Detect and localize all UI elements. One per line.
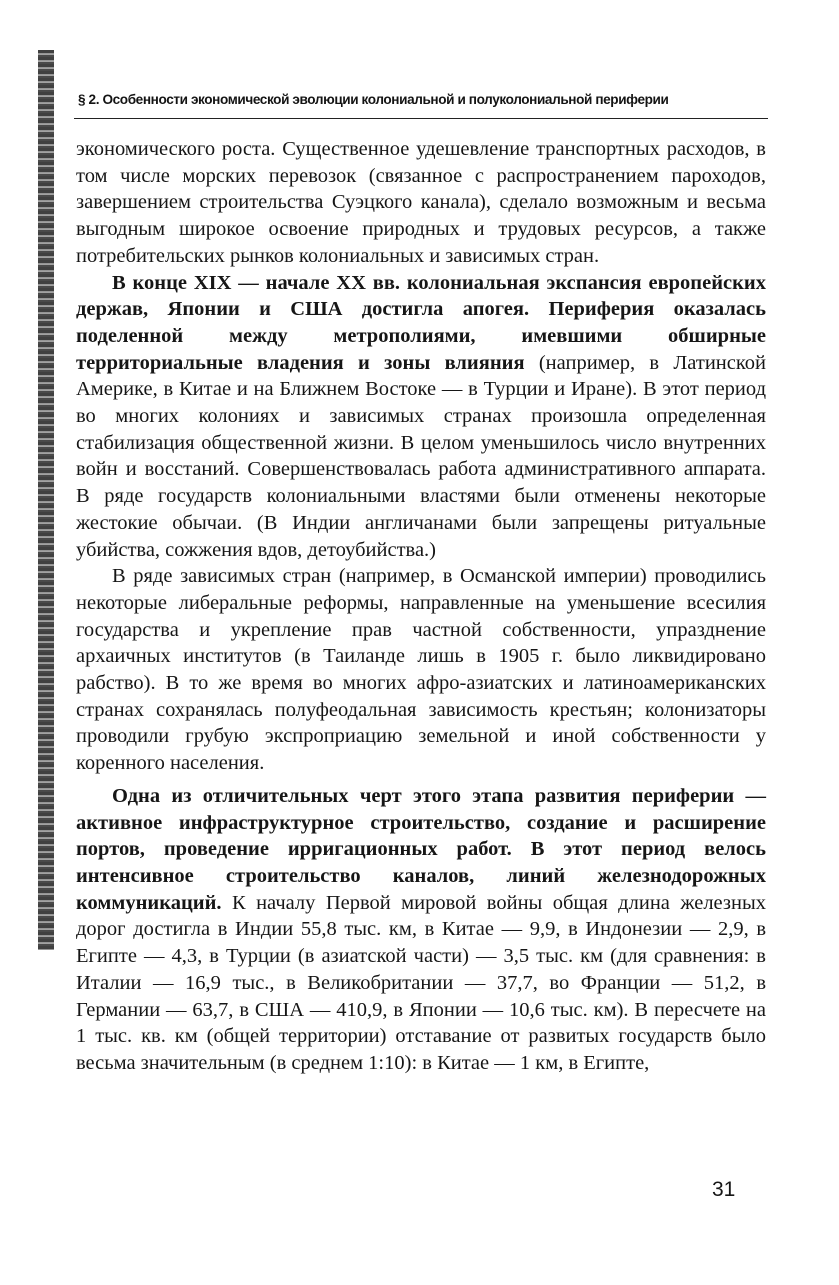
binding-edge [38, 50, 54, 950]
page-body [76, 136, 766, 1077]
paragraph-2 [76, 270, 766, 564]
paragraph-3: В ряде зависимых стран (например, в Османской империи) проводились некоторые либеральные реформы, направленные на уменьшение всесилия государства и укрепление прав частной собственности, упразднение архаичных институтов (в Таиланде лишь в 1905 г. было ликвидировано рабство). В то же время во многих афро-азиатских и латиноамериканских странах сохранялась полуфеодальная зависимость крестьян; колонизаторы проводили грубую экспроприацию земельной и иной собственности у коренного населения. [76, 565, 766, 775]
paragraph-2-bold: В конце XIX — начале XX вв. колониальная экспансия европейских держав, Японии и США достигла апогея. Периферия оказалась поделенной между метрополиями, имевшими обширные территориальные владения и зоны влияния [76, 271, 766, 374]
paragraph-4-rest: К началу Первой мировой войны общая длина железных дорог достигла в Индии 55,8 тыс. км, в Китае — 9,9, в Индонезии — 2,9, в Египте — 4,3, в Турции (в азиатской части) — 3,5 тыс. км (для сравнения: в Италии — 16,9 тыс., в Великобритании — 37,7, во Франции — 51,2, в Германии — 63,7, в США — 410,9, в Японии — 10,6 тыс. км). В пересчете на 1 тыс. кв. км (общей территории) отставание от развитых государств было весьма значительным (в среднем 1:10): в Китае — 1 км, в Египте, [76, 891, 766, 1074]
paragraph-1: экономического роста. Существенное удешевление транспортных расходов, в том числе морских перевозок (связанное с распространением пароходов, завершением строительства Суэцкого канала), сделало возможным и весьма выгодным широкое освоение природных и трудовых ресурсов, а также потребительских рынков колониальных и зависимых стран. [76, 138, 766, 267]
paragraph-4 [76, 783, 766, 1077]
header-rule [74, 118, 768, 119]
running-head: § 2. Особенности экономической эволюции колониальной и полуколониальной периферии [78, 92, 669, 107]
paragraph-2-rest: (например, в Латинской Америке, в Китае и на Ближнем Востоке — в Турции и Иране). В этот период во многих колониях и зависимых странах произошла определенная стабилизация общественной жизни. В целом уменьшилось число внутренних войн и восстаний. Совершенствовалась работа административного аппарата. В ряде государств колониальными властями были отменены некоторые жестокие обычаи. (В Индии англичанами были запрещены ритуальные убийства, сожжения вдов, детоубийства.) [76, 351, 766, 561]
page-number: 31 [712, 1178, 736, 1201]
paragraph-4-bold: Одна из отличительных черт этого этапа развития периферии — активное инфраструктурное строительство, создание и расширение портов, проведение ирригационных работ. В этот период велось интенсивное строительство каналов, линий железнодорожных коммуникаций. [76, 784, 766, 914]
